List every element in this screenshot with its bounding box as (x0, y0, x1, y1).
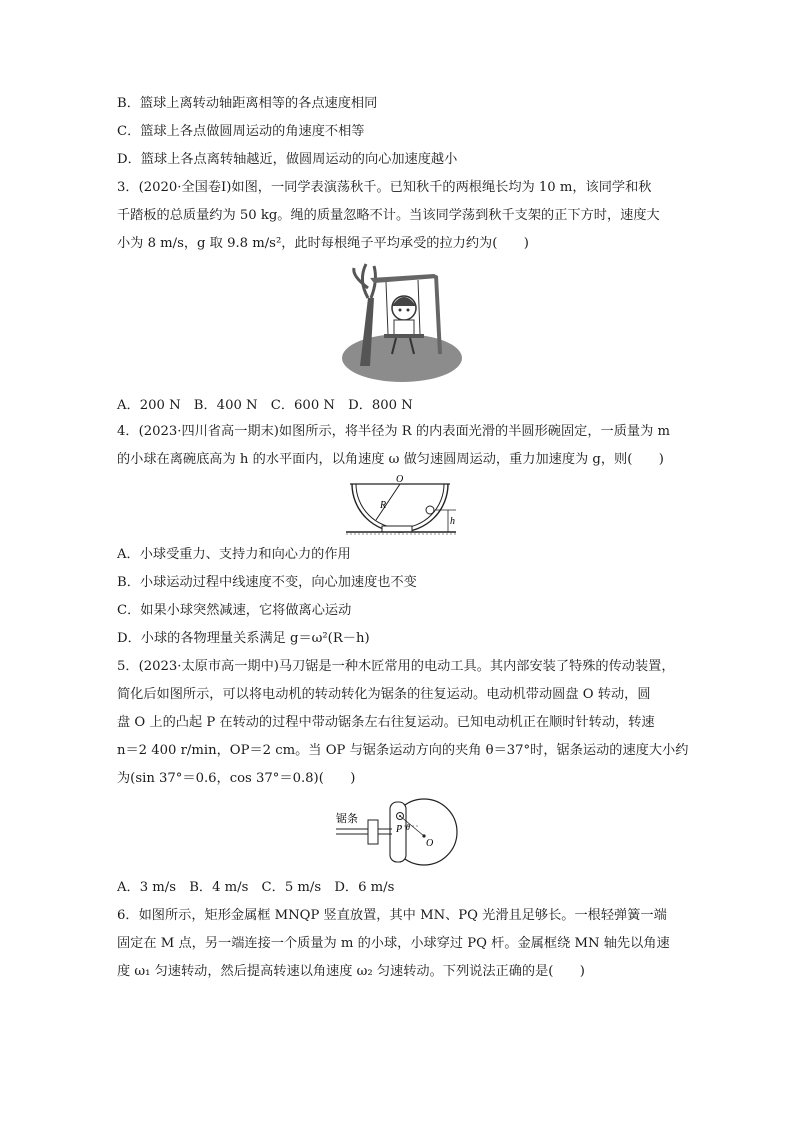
q5-stem-line1: 5．(2023·太原市高一期中)马刀锯是一种木匠常用的电动工具。其内部安装了特殊的传动装置， (117, 659, 675, 674)
bowl-diagram (340, 474, 460, 538)
q4-option-d: D．小球的各物理量关系满足 g＝ω²(R－h) (117, 631, 370, 646)
label-r: R (380, 500, 387, 511)
q3-stem-line2: 千踏板的总质量约为 50 kg。绳的质量忽略不计。当该同学荡到秋千支架的正下方时，速度大 (117, 208, 660, 223)
label-p: P (396, 824, 403, 835)
label-theta: θ (406, 823, 410, 832)
q2-option-b: B．篮球上离转动轴距离相等的各点速度相同 (117, 96, 378, 111)
label-o: O (396, 474, 404, 485)
q4-option-a: A．小球受重力、支持力和向心力的作用 (117, 547, 351, 562)
q4-option-b: B．小球运动过程中线速度不变，向心加速度也不变 (117, 575, 417, 590)
q5-stem-line3: 盘 O 上的凸起 P 在转动的过程中带动锯条左右往复运动。已知电动机正在顺时针转动，转速 (117, 715, 655, 730)
q4-stem-line1: 4．(2023·四川省高一期末)如图所示，将半径为 R 的内表面光滑的半圆形碗固定，一质量为 m (117, 424, 671, 439)
q4-option-c: C．如果小球突然减速，它将做离心运动 (117, 603, 352, 618)
q5-stem-line4: n＝2 400 r/min，OP＝2 cm。当 OP 与锯条运动方向的夹角 θ＝37°时，锯条运动的速度大小约 (117, 743, 689, 758)
q3-stem-line1: 3．(2020·全国卷Ⅰ)如图，一同学表演荡秋千。已知秋千的两根绳长均为 10 m，该同学和秋 (117, 180, 652, 195)
label-o: O (426, 838, 434, 849)
q2-option-d: D．篮球上各点离转轴越近，做圆周运动的向心加速度越小 (117, 152, 458, 167)
label-h: h (450, 516, 455, 527)
q2-option-c: C．篮球上各点做圆周运动的角速度不相等 (117, 124, 365, 139)
q6-stem-line1: 6．如图所示，矩形金属框 MNQP 竖直放置，其中 MN、PQ 光滑且足够长。一根轻弹簧一端 (117, 908, 667, 923)
q4-stem-line2: 的小球在离碗底高为 h 的水平面内，以角速度 ω 做匀速圆周运动，重力加速度为 g，则( ) (117, 452, 664, 467)
q3-stem-line3: 小为 8 m/s，g 取 9.8 m/s²，此时每根绳子平均承受的拉力约为( ) (117, 236, 529, 251)
q6-stem-line2: 固定在 M 点，另一端连接一个质量为 m 的小球，小球穿过 PQ 杆。金属框绕 MN 轴先以角速 (117, 936, 670, 951)
saw-mechanism-diagram (334, 796, 464, 866)
q5-stem-line5: 为(sin 37°＝0.6，cos 37°＝0.8)( ) (117, 771, 356, 786)
swing-illustration (338, 258, 466, 386)
q5-stem-line2: 简化后如图所示，可以将电动机的转动转化为锯条的往复运动。电动机带动圆盘 O 转动，圆 (117, 687, 651, 702)
q5-options: A．3 m/s B．4 m/s C．5 m/s D．6 m/s (117, 880, 395, 895)
label-saw-blade: 锯条 (336, 813, 358, 825)
q6-stem-line3: 度 ω₁ 匀速转动，然后提高转速以角速度 ω₂ 匀速转动。下列说法正确的是( ) (117, 964, 585, 979)
q3-options: A．200 N B．400 N C．600 N D．800 N (117, 398, 413, 413)
